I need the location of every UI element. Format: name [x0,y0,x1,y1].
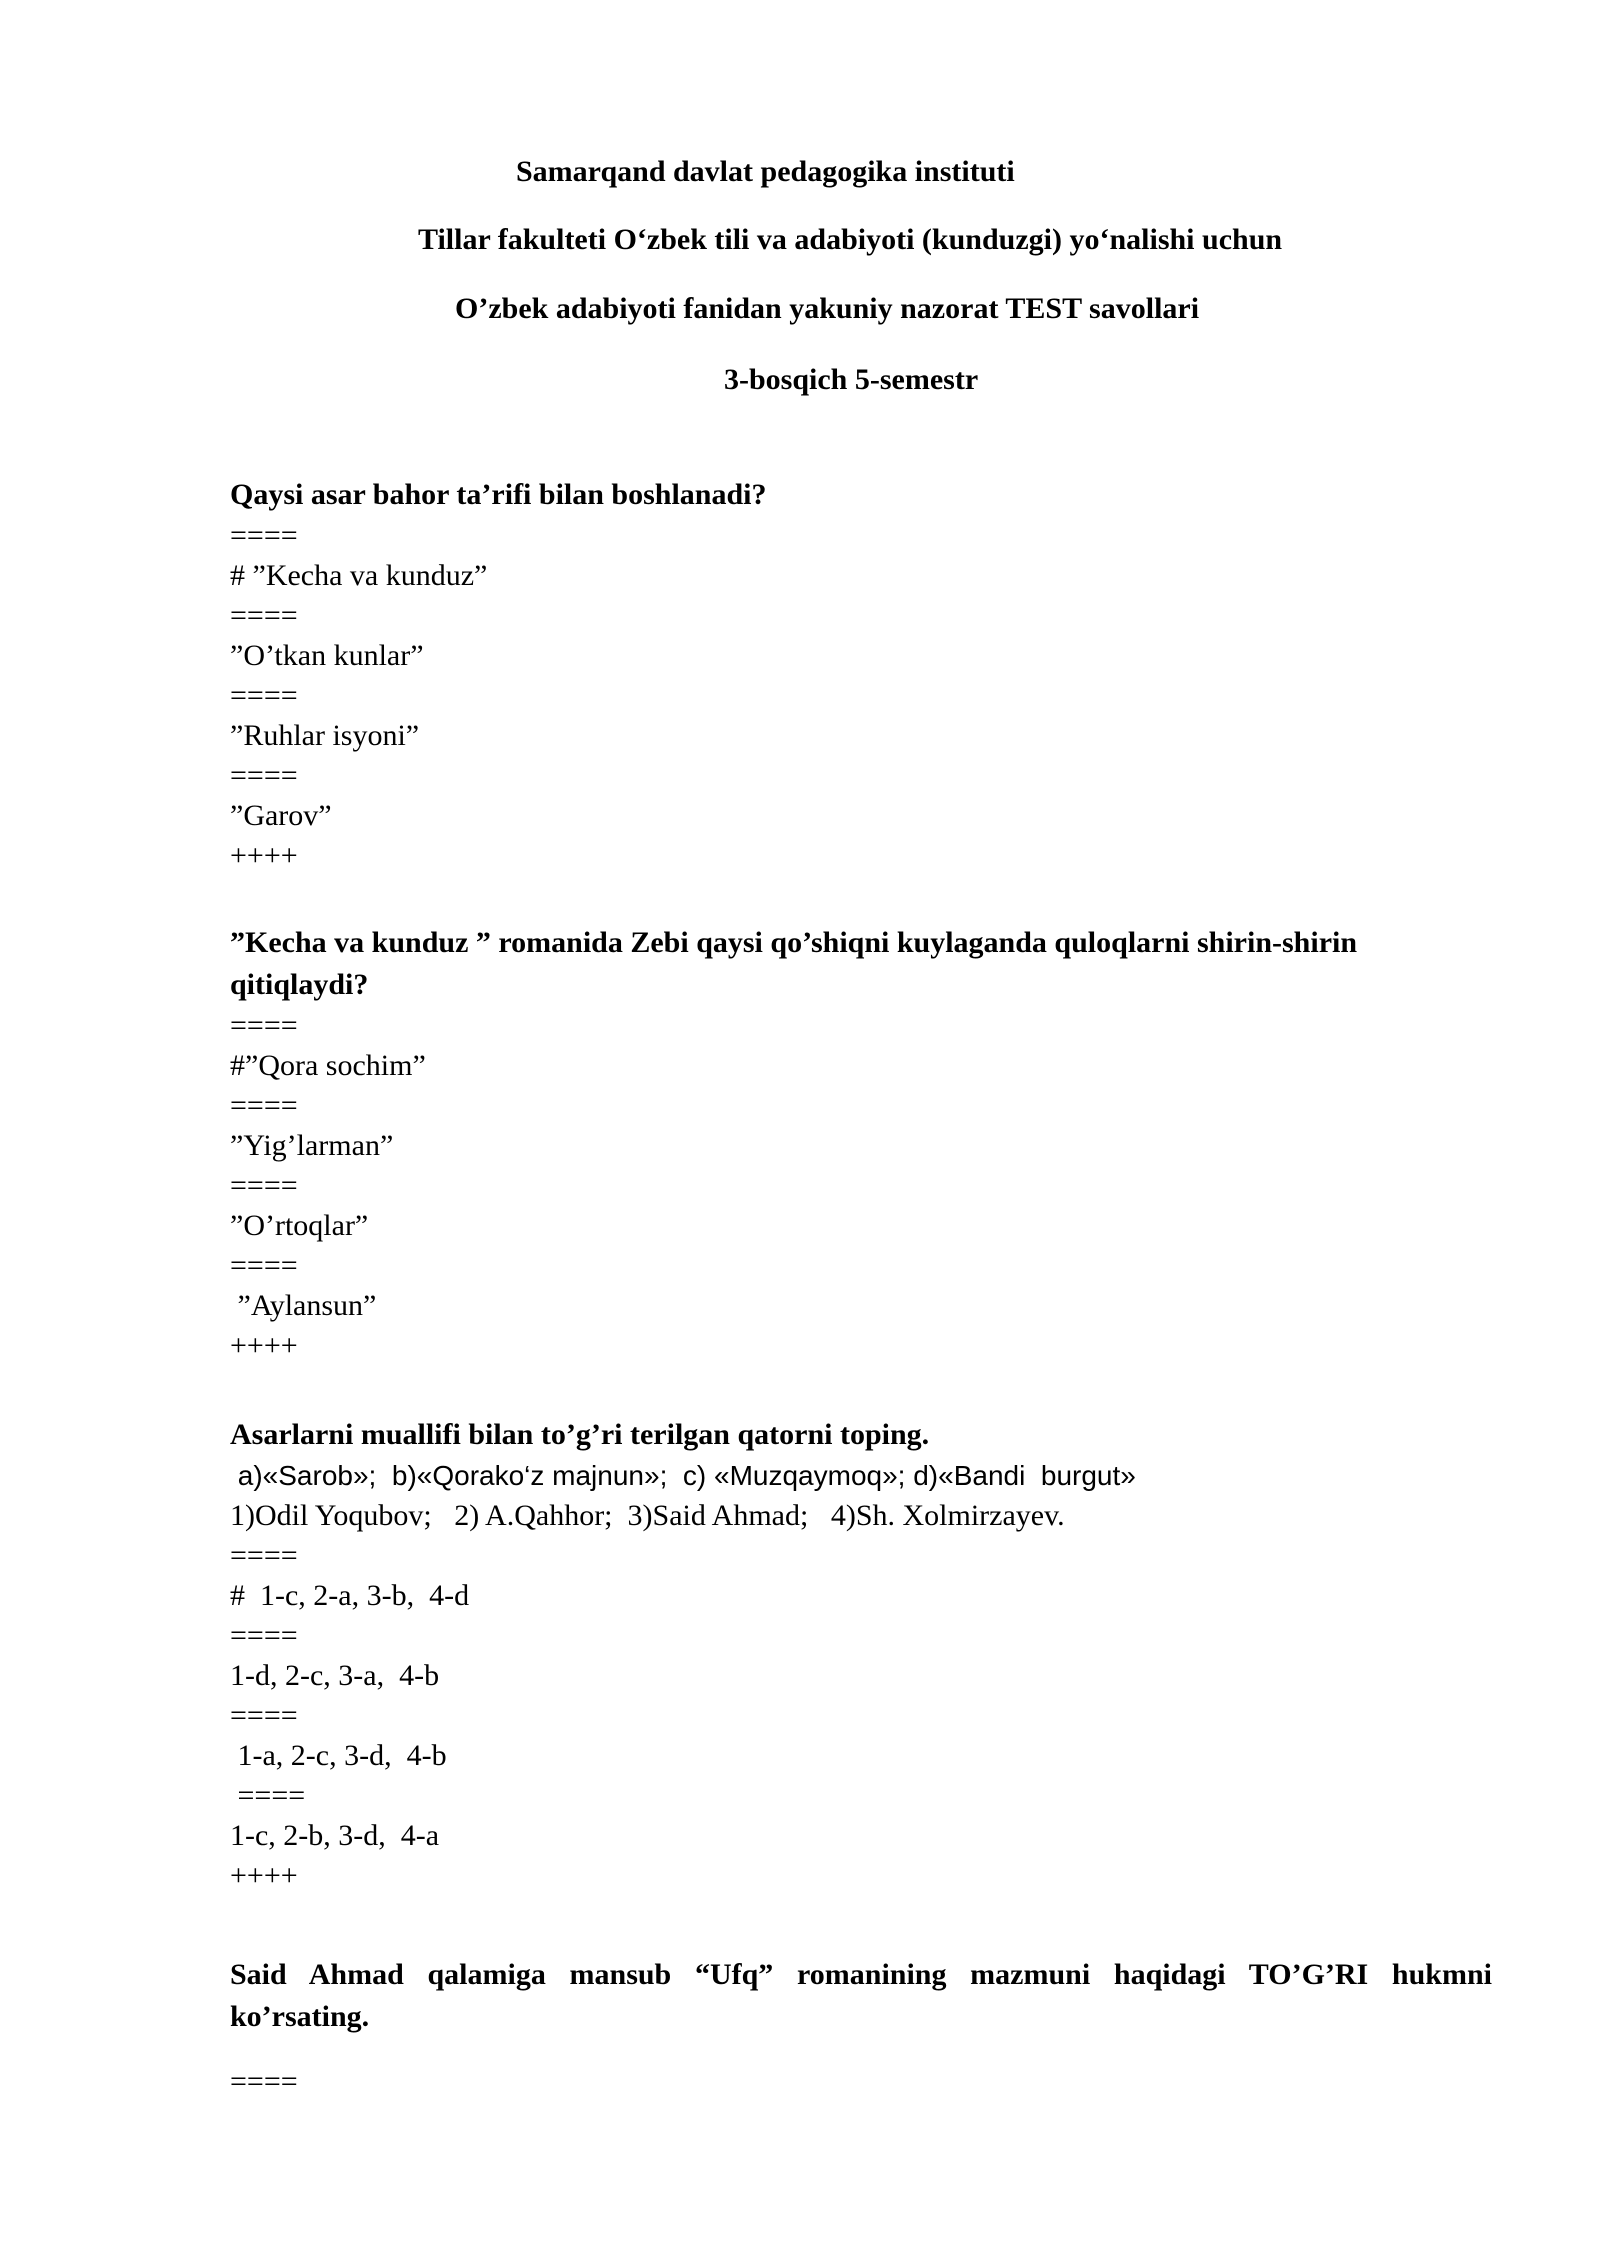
question-4 [230,1954,1492,2102]
answer-correct: # 1-c, 2-a, 3-b, 4-d [230,1579,470,1612]
question-text: ”Kecha va kunduz ” romanida Zebi qaysi qo’shiqni kuylaganda quloqlarni shirin-shirin qitiqlaydi? [230,926,1358,1001]
question-text: Said Ahmad qalamiga mansub “Ufq” romanining mazmuni haqidagi TO’G’RI hukmni ko’rsating. [230,1958,1492,2033]
header-faculty: Tillar fakulteti O‘zbek tili va adabiyoti (kunduzgi) yo‘nalishi uchun [418,223,1283,256]
end-marker: ++++ [230,839,298,872]
answer-option: 1-a, 2-c, 3-d, 4-b [230,1739,447,1772]
question-text: Qaysi asar bahor ta’rifi bilan boshlanadi? [230,478,767,511]
question-3 [230,1414,1492,1896]
separator: ==== [230,1009,298,1042]
question-authors-list: 1)Odil Yoqubov; 2) A.Qahhor; 3)Said Ahmad; 4)Sh. Xolmirzayev. [230,1499,1065,1532]
header-institution: Samarqand davlat pedagogika instituti [516,155,1015,188]
answer-option: ”Ruhlar isyoni” [230,719,420,752]
separator: ==== [230,599,298,632]
separator: ==== [230,519,298,552]
separator: ==== [230,679,298,712]
end-marker: ++++ [230,1859,298,1892]
separator: ==== [230,1779,306,1812]
answer-option: ”Garov” [230,799,332,832]
separator: ==== [230,2065,298,2098]
header-subject: O’zbek adabiyoti fanidan yakuniy nazorat TEST savollari [455,292,1200,325]
answer-correct: #”Qora sochim” [230,1049,426,1082]
answer-option: 1-d, 2-c, 3-a, 4-b [230,1659,440,1692]
separator: ==== [230,1249,298,1282]
separator: ==== [230,1539,298,1572]
answer-option: 1-c, 2-b, 3-d, 4-a [230,1819,440,1852]
answer-correct: # ”Kecha va kunduz” [230,559,488,592]
separator: ==== [230,1169,298,1202]
separator: ==== [230,1089,298,1122]
answer-option: ”Aylansun” [230,1289,377,1322]
header-stage: 3-bosqich 5-semestr [724,363,979,396]
question-works-list: a)«Sarob»; b)«Qorako‘z majnun»; c) «Muzqaymoq»; d)«Bandi burgut» [230,1460,1136,1491]
question-2 [230,922,1492,1366]
answer-option: ”Yig’larman” [230,1129,394,1162]
separator: ==== [230,1699,298,1732]
separator: ==== [230,759,298,792]
answer-option: ”O’rtoqlar” [230,1209,369,1242]
question-1 [230,474,1492,876]
question-text: Asarlarni muallifi bilan to’g’ri terilgan qatorni toping. [230,1418,930,1451]
end-marker: ++++ [230,1329,298,1362]
separator: ==== [230,1619,298,1652]
answer-option: ”O’tkan kunlar” [230,639,424,672]
